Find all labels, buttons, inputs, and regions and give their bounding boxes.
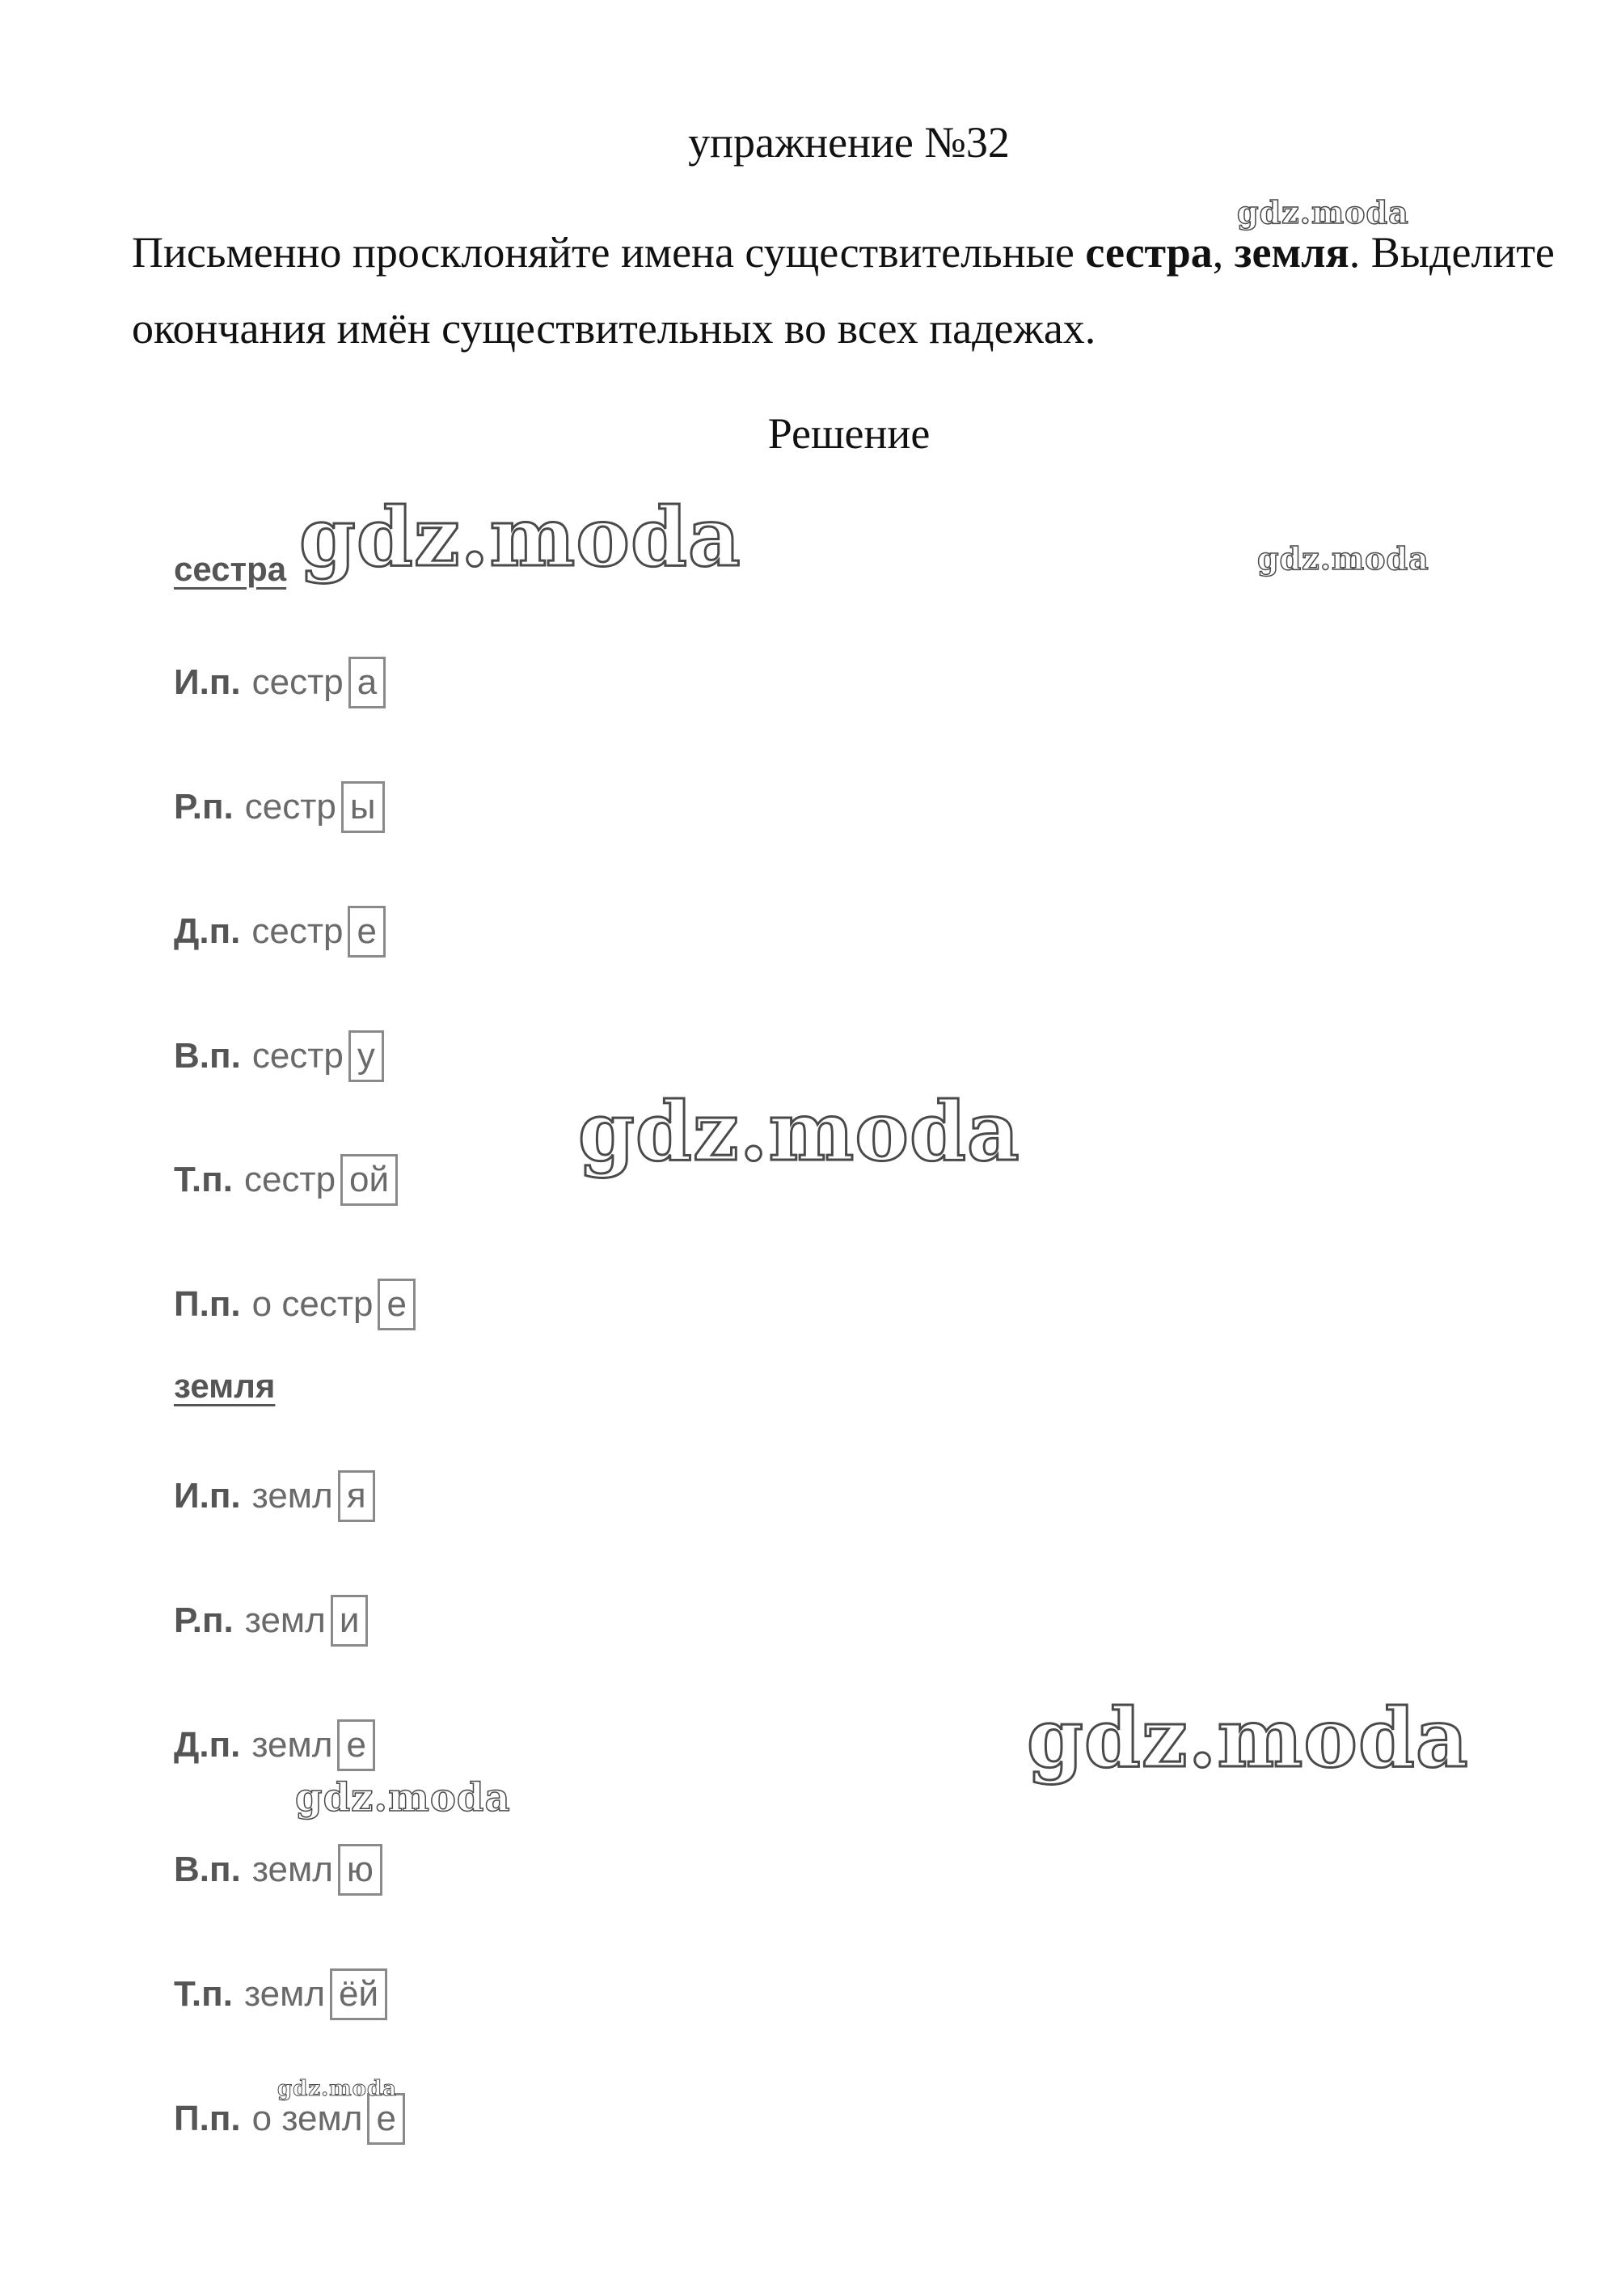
exercise-title: упражнение №32 [688,118,1010,167]
word-stem: о земл [251,2099,363,2138]
word-stem: земл [243,1974,326,2014]
case-label: Д.п. [174,911,241,951]
word-ending-box: е [367,2093,404,2145]
case-label: Д.п. [174,1725,241,1765]
watermark-logo: gdz.moda [1257,540,1429,577]
declension-word-zemlya: земля [174,1367,276,1405]
solution-heading: Решение [767,409,931,458]
word-ending-box: е [348,906,385,958]
declension-row [174,1154,398,1206]
watermark-logo: gdz.moda [299,489,741,585]
watermark-logo: gdz.moda [295,1775,511,1820]
word-ending-box: е [337,1719,374,1771]
case-label: В.п. [174,1036,241,1076]
word-stem: сестр [244,787,336,827]
declension-row [174,1030,384,1082]
word-stem: сестр [251,662,344,702]
word-ending-box: ы [341,781,385,833]
word-ending-box: и [331,1595,369,1647]
declension-row [174,1968,387,2020]
word-stem: сестр [243,1160,336,1199]
word-stem: сестр [251,1036,344,1076]
declension-row [174,1470,375,1522]
declension-row [174,781,385,833]
word-ending-box: ой [340,1154,398,1206]
declension-row [174,1279,416,1330]
watermark-logo: gdz.moda [1027,1690,1469,1786]
watermark-logo: gdz.moda [277,2077,398,2101]
task-text-after: . Выделите окончания имён существительных во всех падежах. [132,228,1555,353]
word-stem: земл [251,1850,333,1889]
declension-row [174,1719,375,1771]
case-label: П.п. [174,1284,241,1324]
word-ending-box: я [338,1470,375,1522]
word-ending-box: е [378,1279,415,1330]
watermark-logo: gdz.moda [578,1084,1020,1179]
word-stem: о сестр [251,1284,374,1324]
task-text [132,214,1571,366]
case-label: П.п. [174,2099,241,2138]
case-label: Р.п. [174,1600,234,1640]
case-label: Р.п. [174,787,234,827]
word-ending-box: у [348,1030,384,1082]
case-label: И.п. [174,1476,241,1516]
task-text-before: Письменно просклоняйте имена существительные [132,228,1086,277]
word-stem: сестр [251,911,344,951]
task-word-1: сестра [1085,228,1213,277]
watermark-logo: gdz.moda [1237,194,1409,230]
declension-word-sestra: сестра [174,550,287,588]
task-separator: , [1212,228,1235,277]
word-stem: земл [251,1476,333,1516]
word-ending-box: а [348,657,386,708]
word-stem: земл [251,1725,333,1765]
case-label: Т.п. [174,1160,233,1199]
declension-row [174,906,386,958]
declension-row [174,1595,368,1647]
task-word-2: земля [1234,228,1349,277]
case-label: И.п. [174,662,241,702]
case-label: Т.п. [174,1974,233,2014]
word-ending-box: ёй [330,1968,387,2020]
declension-row [174,657,386,708]
declension-row [174,1844,382,1896]
case-label: В.п. [174,1850,241,1889]
word-stem: земл [244,1600,326,1640]
word-ending-box: ю [338,1844,382,1896]
